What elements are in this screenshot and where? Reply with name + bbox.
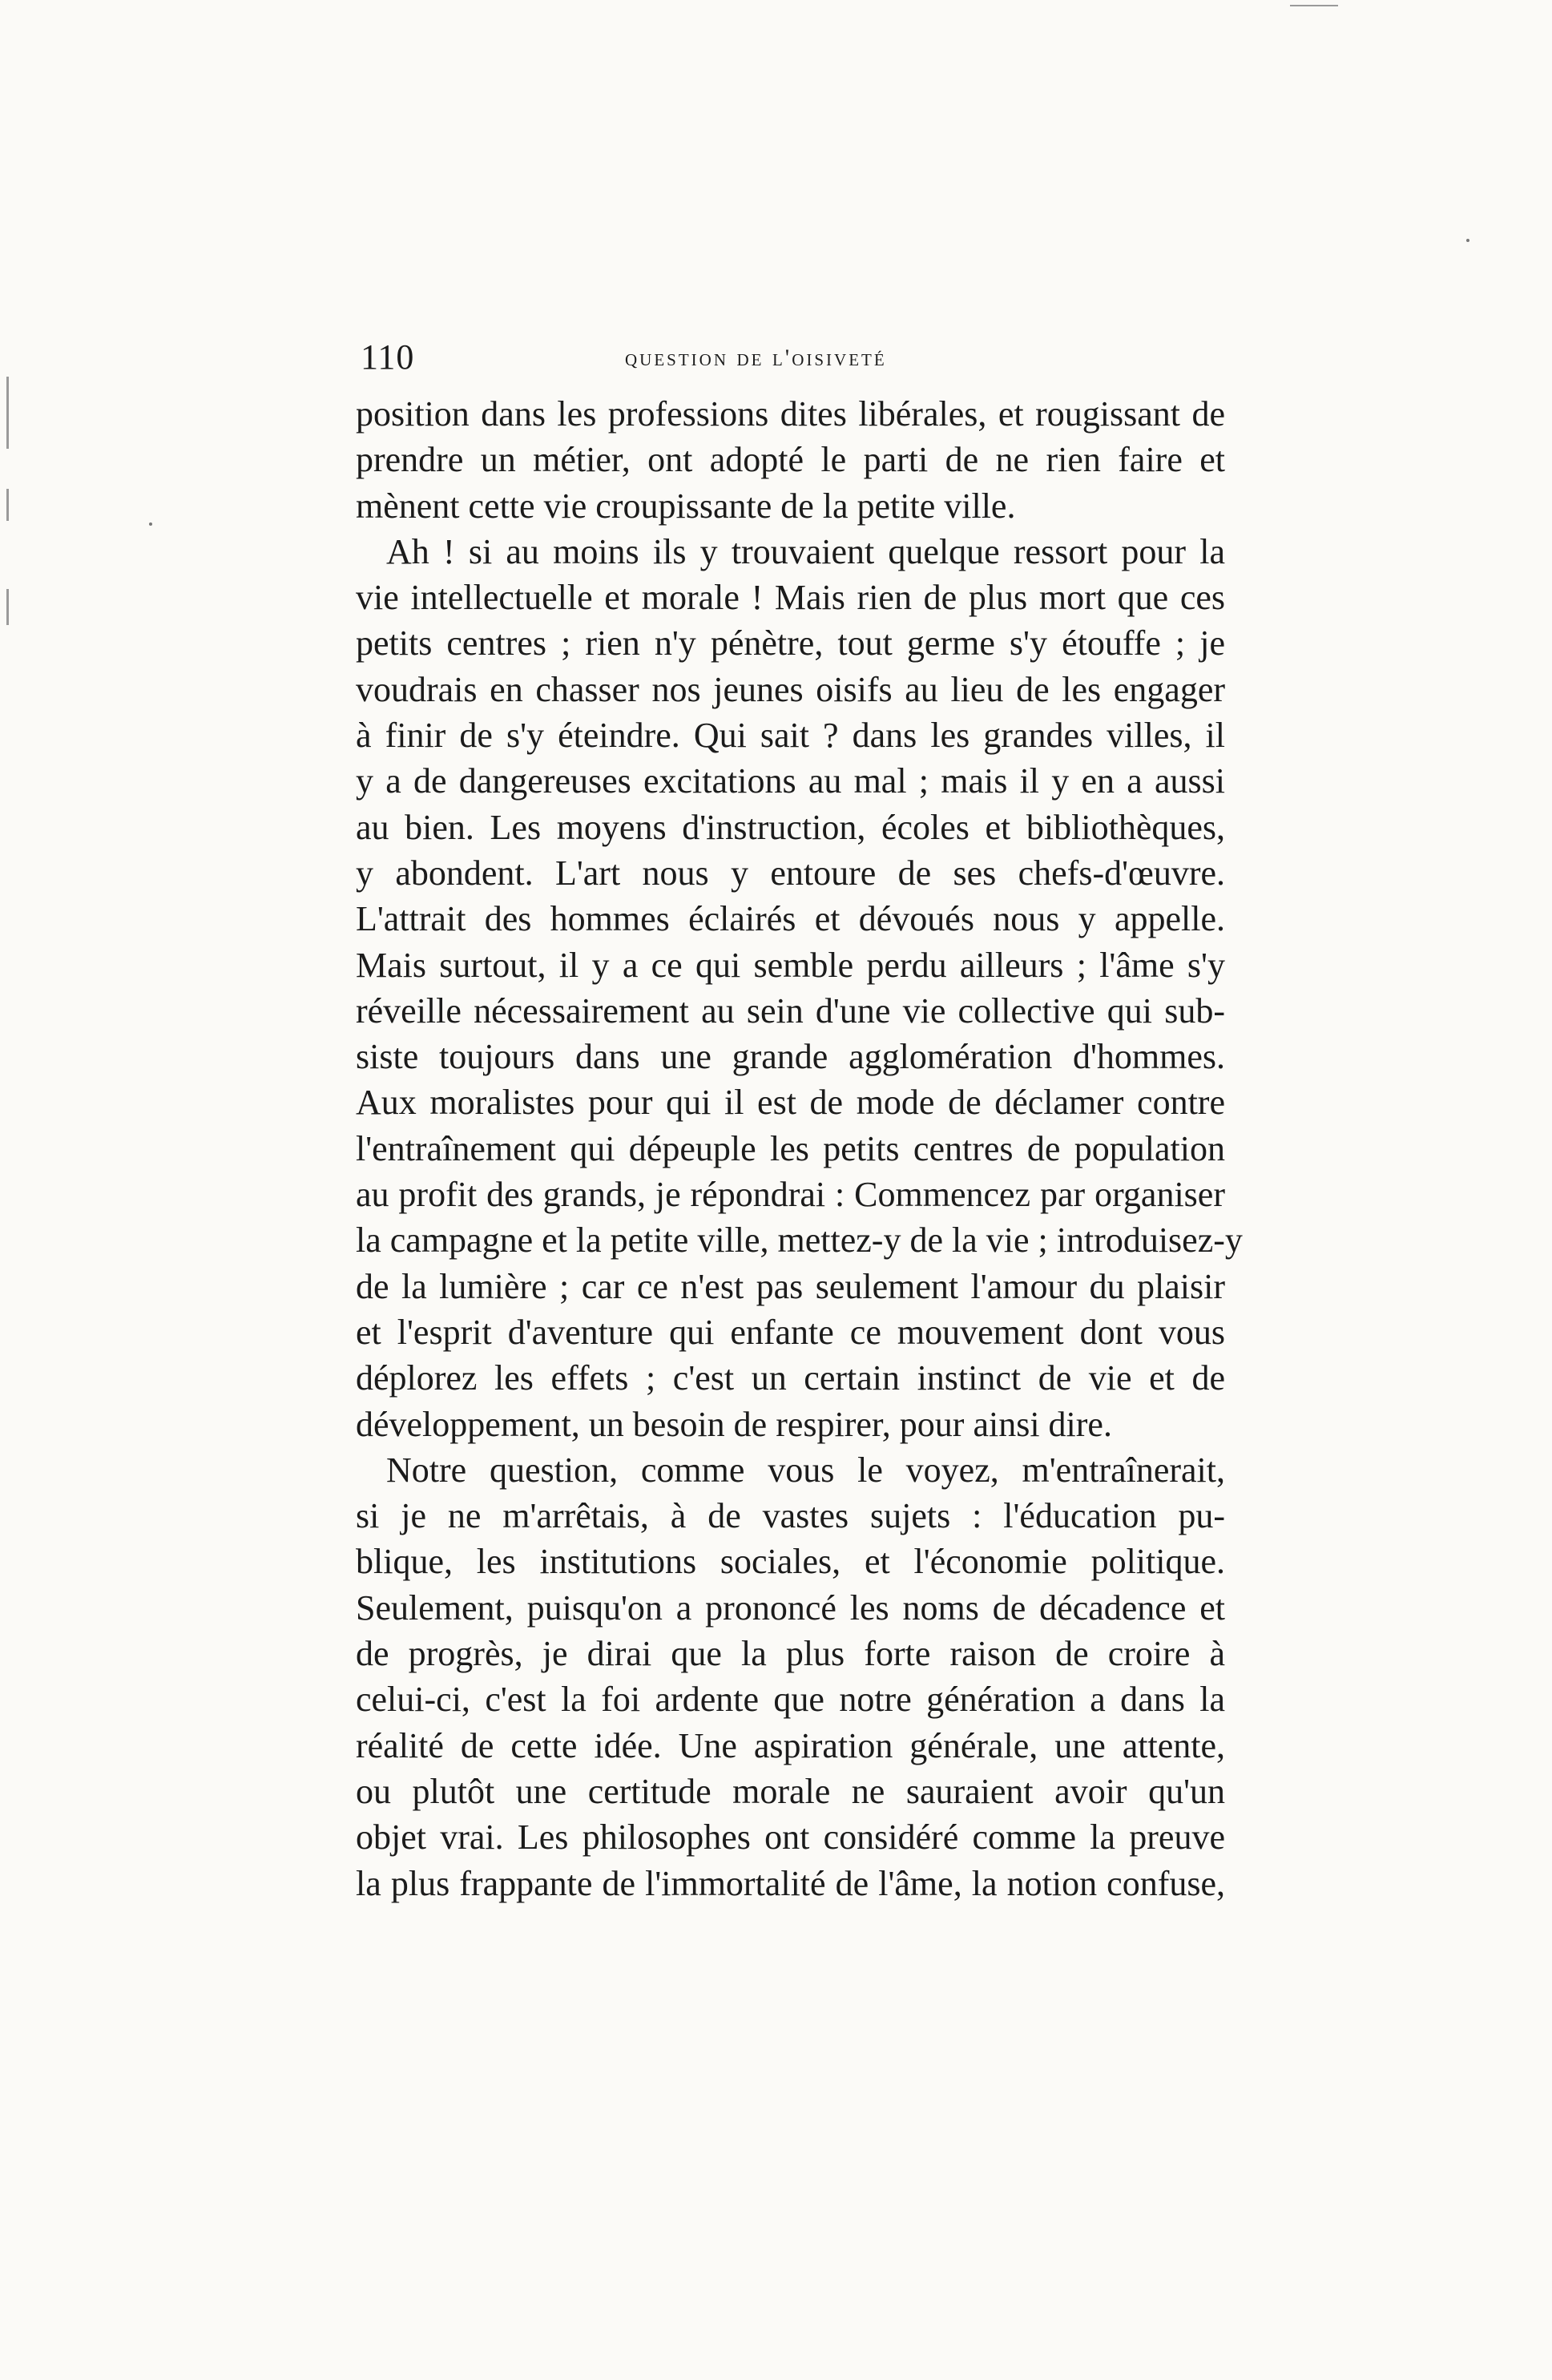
text-line: Aux moralistes pour qui il est de mode de déclamer contre [356, 1083, 1225, 1123]
text-line: au profit des grands, je répondrai : Commencez par organiser [356, 1175, 1225, 1215]
text-line: blique, les institutions sociales, et l'économie politique. [356, 1542, 1225, 1582]
text-line: réalité de cette idée. Une aspiration générale, une attente, [356, 1725, 1225, 1765]
text-line: mènent cette vie croupissante de la petite ville. [356, 486, 1016, 526]
text-line: celui-ci, c'est la foi ardente que notre génération a dans la [356, 1680, 1225, 1720]
text-line: développement, un besoin de respirer, pour ainsi dire. [356, 1404, 1112, 1444]
text-line: la plus frappante de l'immortalité de l'âme, la notion confuse, [356, 1863, 1225, 1903]
text-line: petits centres ; rien n'y pénètre, tout germe s'y étouffe ; je [356, 623, 1225, 664]
text-line: Mais surtout, il y a ce qui semble perdu ailleurs ; l'âme s'y [356, 945, 1225, 985]
text-line: et l'esprit d'aventure qui enfante ce mouvement dont vous [356, 1312, 1225, 1352]
text-line: voudrais en chasser nos jeunes oisifs au lieu de les engager [356, 669, 1225, 709]
text-line: Seulement, puisqu'on a prononcé les noms de décadence et [356, 1587, 1225, 1628]
text-line: l'entraînement qui dépeuple les petits centres de population [356, 1128, 1225, 1168]
text-line: siste toujours dans une grande agglomération d'hommes. [356, 1037, 1225, 1077]
text-line: de progrès, je dirai que la plus forte raison de croire à [356, 1634, 1225, 1674]
text-line: position dans les professions dites libérales, et rougissant de [356, 394, 1225, 434]
text-line: y a de dangereuses excitations au mal ; mais il y en a aussi [356, 761, 1225, 801]
text-line: si je ne m'arrêtais, à de vastes sujets : l'éducation pu- [356, 1496, 1225, 1536]
text-line: objet vrai. Les philosophes ont considéré comme la preuve [356, 1817, 1225, 1858]
scan-speck [149, 522, 152, 526]
running-title: question de l'oisiveté [625, 345, 887, 371]
text-line: ou plutôt une certitude morale ne sauraient avoir qu'un [356, 1771, 1225, 1811]
text-line: prendre un métier, ont adopté le parti de ne rien faire et [356, 440, 1225, 480]
text-line: au bien. Les moyens d'instruction, écoles et bibliothèques, [356, 807, 1225, 847]
text-line: Notre question, comme vous le voyez, m'entraînerait, [386, 1450, 1225, 1490]
text-line: vie intellectuelle et morale ! Mais rien de plus mort que ces [356, 578, 1225, 618]
running-head [361, 337, 1226, 385]
scan-edge-mark [1290, 5, 1338, 6]
text-line: y abondent. L'art nous y entoure de ses chefs-d'œuvre. [356, 853, 1225, 893]
text-line: la campagne et la petite ville, mettez-y de la vie ; introduisez-y [356, 1220, 1243, 1261]
body-text [356, 391, 1243, 1906]
binding-shadow-mark [6, 489, 9, 521]
text-line: déplorez les effets ; c'est un certain instinct de vie et de [356, 1358, 1225, 1398]
page-number: 110 [361, 337, 415, 377]
text-line: L'attrait des hommes éclairés et dévoués nous y appelle. [356, 899, 1225, 939]
binding-shadow-mark [6, 589, 9, 625]
scan-speck [1466, 239, 1469, 242]
text-line: à finir de s'y éteindre. Qui sait ? dans les grandes villes, il [356, 716, 1225, 756]
text-line: de la lumière ; car ce n'est pas seulement l'amour du plaisir [356, 1266, 1225, 1306]
text-line: réveille nécessairement au sein d'une vie collective qui sub- [356, 990, 1225, 1031]
binding-shadow-mark [6, 377, 9, 449]
text-line: Ah ! si au moins ils y trouvaient quelque ressort pour la [386, 531, 1225, 571]
